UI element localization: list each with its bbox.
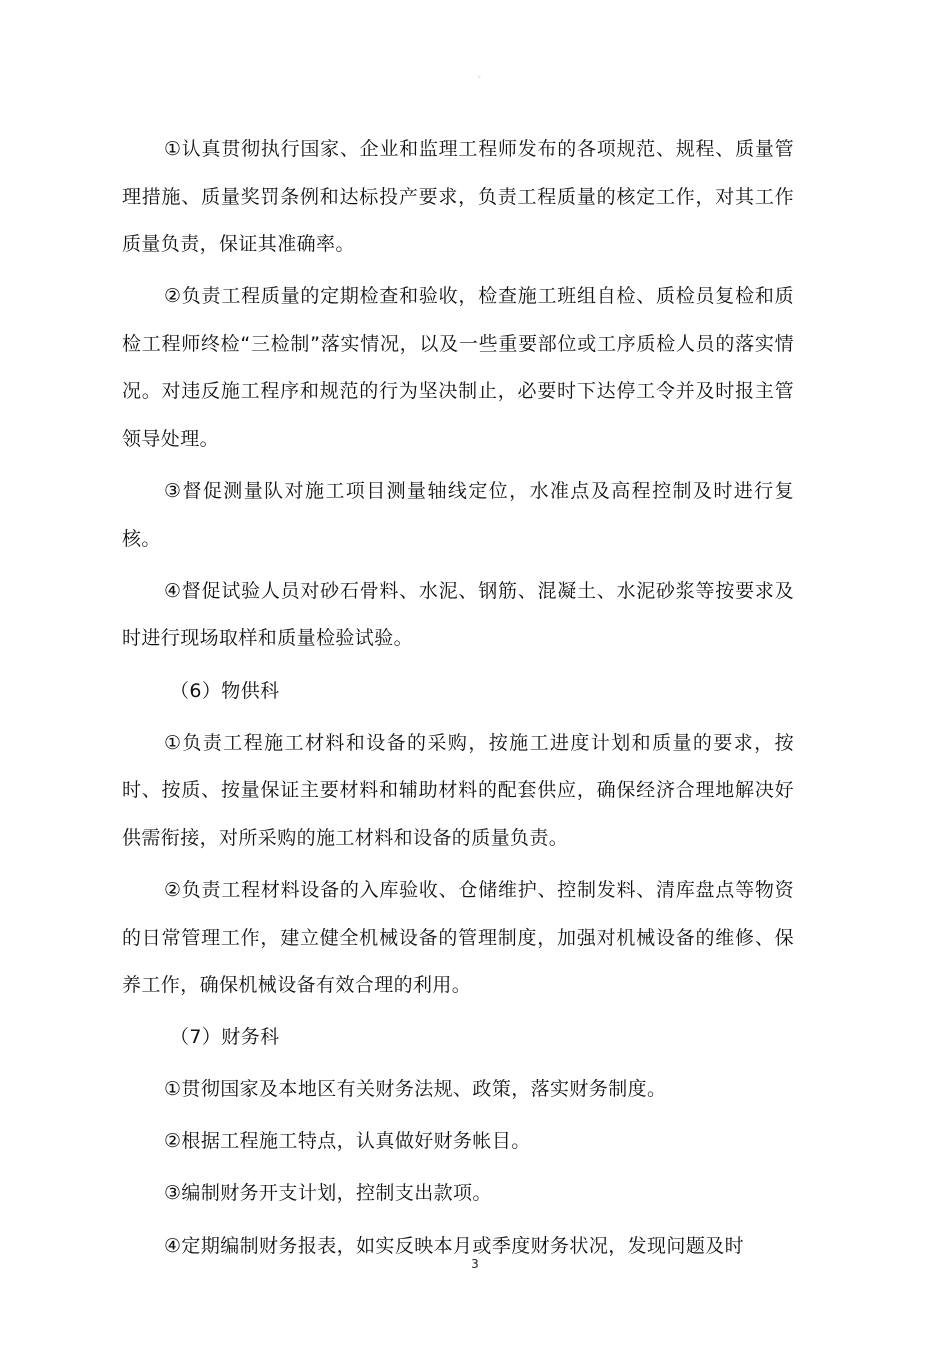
paragraph: ①贯彻国家及本地区有关财务法规、政策，落实财务制度。	[164, 1078, 667, 1101]
paragraph: ①负责工程施工材料和设备的采购，按施工进度计划和质量的要求，按时、按质、按量保证主要材料和辅助材料的配套供应，确保经济合理地解决好供需衔接，对所采购的施工材料和设备的质量负责。	[122, 731, 794, 849]
paragraph: ④督促试验人员对砂石骨料、水泥、钢筋、混凝土、水泥砂浆等按要求及时进行现场取样和质量检验试验。	[122, 579, 794, 650]
paragraph: ①认真贯彻执行国家、企业和监理工程师发布的各项规范、规程、质量管理措施、质量奖罚条例和达标投产要求，负责工程质量的核定工作，对其工作质量负责，保证其准确率。	[122, 138, 794, 256]
page-number: 3	[471, 1257, 479, 1271]
paragraph: ②负责工程材料设备的入库验收、仓储维护、控制发料、清库盘点等物资的日常管理工作，建立健全机械设备的管理制度，加强对机械设备的维修、保养工作，确保机械设备有效合理的利用。	[122, 878, 794, 997]
document-body	[122, 126, 794, 1275]
paragraph: ②根据工程施工特点，认真做好财务帐目。	[164, 1130, 531, 1153]
top-mark: 。	[478, 71, 485, 79]
section-heading: （7）财务科	[170, 1026, 280, 1049]
paragraph: ③编制财务开支计划，控制支出款项。	[164, 1182, 492, 1205]
section-heading: （6）物供科	[170, 679, 280, 702]
paragraph: ③督促测量队对施工项目测量轴线定位，水准点及高程控制及时进行复核。	[122, 480, 794, 550]
paragraph: ②负责工程质量的定期检查和验收，检查施工班组自检、质检员复检和质检工程师终检“三检制”落实情况，以及一些重要部位或工序质检人员的落实情况。对违反施工程序和规范的行为坚决制止，必要时下达停工令并及时报主管领导处理。	[122, 285, 794, 451]
paragraph: ④定期编制财务报表，如实反映本月或季度财务状况，发现问题及时	[164, 1234, 745, 1257]
